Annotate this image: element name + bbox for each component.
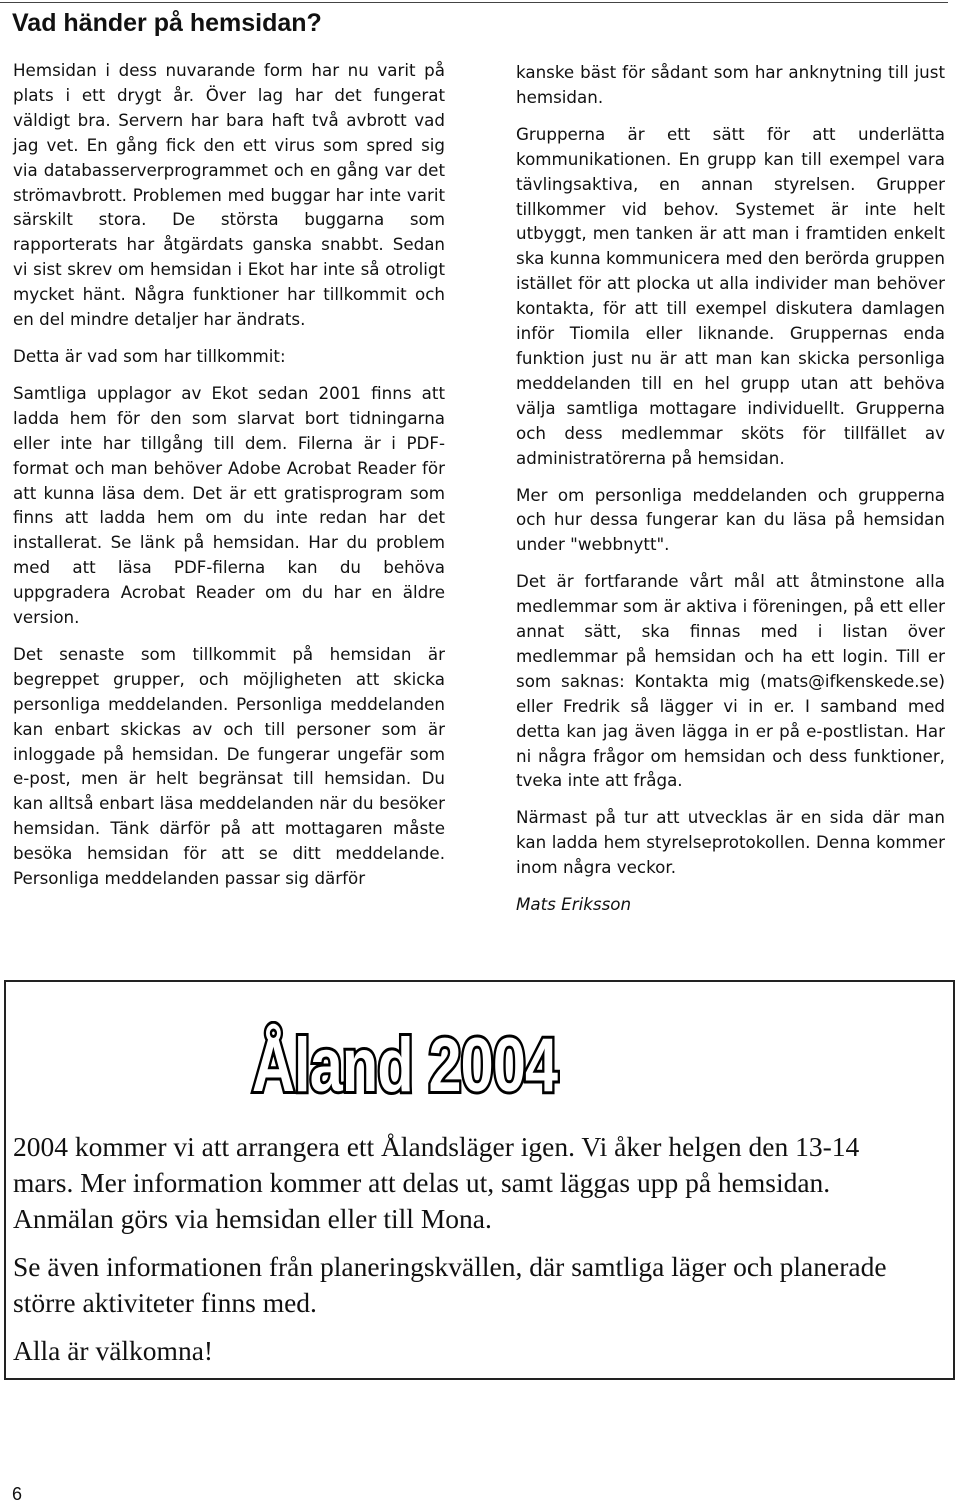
article-paragraph: Hemsidan i dess nuvarande form har nu varit på plats i ett drygt år. Över lag har det fungerat väldigt bra. Servern har bara haft två avbrott vad jag vet. En gång fick den ett virus som spred sig via databasserverprogrammet och en gång var det strömavbrott. Problemen med buggar har inte varit särskilt stora. De största buggarna som rapporterats har åtgärdats ganska snabbt. Sedan vi sist skrev om hemsidan i Ekot har inte så otroligt mycket hänt. Några funktioner har tillkommit och en del mindre detaljer har ändrats. [13, 60, 445, 330]
article-paragraph: Mer om personliga meddelanden och grupperna och hur dessa fungerar kan du läsa på hemsidan under "webbnytt". [516, 484, 945, 555]
article-paragraph: Det är fortfarande vårt mål att åtminstone alla medlemmar som är aktiva i föreningen, på ett eller annat sätt, ska finnas med i listan över medlemmar på hemsidan och ha ett login. Till er som saknas: Kontakta mig (mats@ifkenskede.se) eller Fredrik så lägger vi in er. I samband med detta kan jag även lägga in er på e-postlistan. Har ni några frågor om hemsidan och dess funktioner, tveka inte att fråga. [516, 571, 945, 791]
aland-paragraph: 2004 kommer vi att arrangera ett Ålandsläger igen. Vi åker helgen den 13-14 mars. Mer information kommer att delas ut, samt läggas upp på hemsidan. Anmälan görs via hemsidan eller till Mona. [13, 1131, 860, 1234]
article-right-column [516, 60, 945, 929]
article-paragraph: Detta är vad som har tillkommit: [13, 345, 286, 366]
author-signature: Mats Eriksson [516, 894, 632, 915]
article-left-column [13, 58, 445, 903]
article-paragraph: Samtliga upplagor av Ekot sedan 2001 finns att ladda hem för den som slarvat bort tidningarna eller inte har tillgång till dem. Filerna är i PDF-format och man behöver Adobe Acrobat Reader för att kunna läsa dem. Det är ett gratisprogram som finns att ladda hem om du inte redan har det installerat. Se länk på hemsidan. Har du problem med att läsa PDF-filerna kan du behöva uppgradera Acrobat Reader om du har en äldre version. [13, 382, 445, 628]
article-paragraph: kanske bäst för sådant som har anknytning till just hemsidan. [516, 62, 945, 107]
aland-paragraph: Alla är välkomna! [13, 1335, 214, 1366]
article-paragraph: Det senaste som tillkommit på hemsidan är begreppet grupper, och möjligheten att skicka personliga meddelanden. Personliga meddelanden kan enbart skickas av och till personer som är inloggade på hemsidan. De fungerar ungefär som e-post, men är helt begränsat till hemsidan. Du kan alltså enbart läsa meddelanden när du besöker hemsidan. Tänk därför på att mottagaren måste besöka hemsidan för att se ditt meddelande. Personliga meddelanden passar sig därför [13, 643, 445, 889]
article-paragraph: Närmast på tur att utvecklas är en sida där man kan ladda hem styrelseprotokollen. Denna kommer inom några veckor. [516, 807, 945, 878]
aland-paragraph: Se även informationen från planeringskvällen, där samtliga läger och planerade större aktiviteter finns med. [13, 1251, 887, 1318]
article-paragraph: Grupperna är ett sätt för att underlätta kommunikationen. En grupp kan till exempel vara tävlingsaktiva, en annan styrelsen. Grupper tillkommer vid behov. Systemet är inte helt utbyggt, men tanken är att man i framtiden enkelt ska kunna kommunicera med den berörda gruppen istället för att plocka ut alla individer man behöver kontakta, för att till exempel diskutera damlagen inför Tiomila eller liknande. Gruppernas enda funktion just nu är att man kan skicka personliga meddelanden till en hel grupp utan att behöva välja samtliga mottagare individuellt. Grupperna och dess medlemmar sköts för tillfället av administratörerna på hemsidan. [516, 123, 945, 468]
page-number: 6 [12, 1484, 23, 1504]
top-rule [0, 2, 948, 3]
article-title: Vad händer på hemsidan? [12, 9, 322, 37]
aland-announcement-text [13, 1129, 913, 1381]
aland-heading: Åland 2004 [252, 1023, 558, 1108]
